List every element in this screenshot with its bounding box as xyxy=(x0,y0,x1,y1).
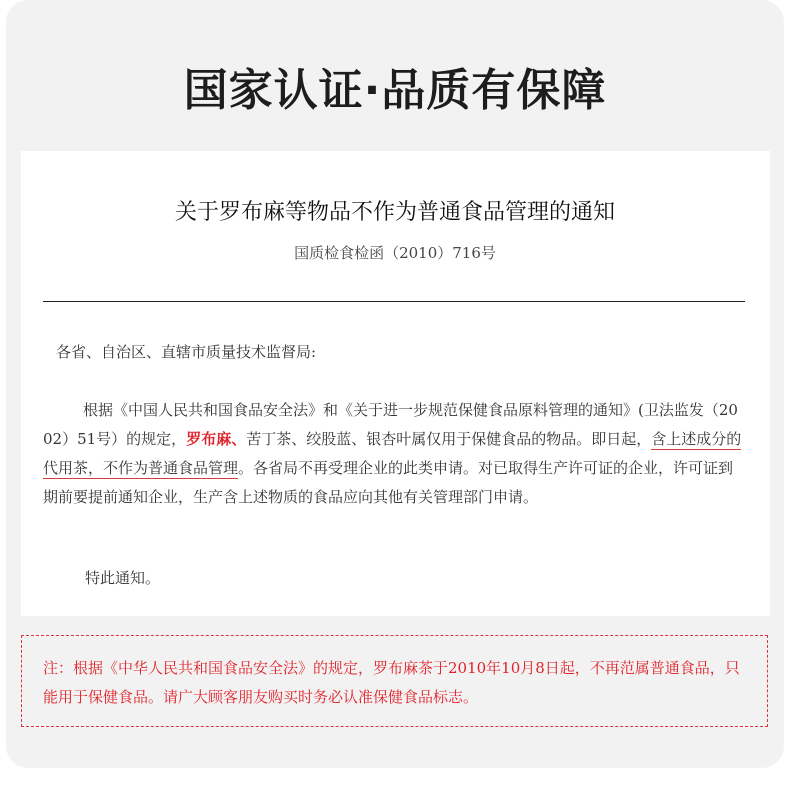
paragraph-text-part2: 苦丁茶、绞股蓝、银杏叶属仅用于保健食品的物品。即日起， xyxy=(246,430,652,448)
document-body-paragraph xyxy=(43,396,747,512)
document-number: 国质检食检函（2010）716号 xyxy=(294,244,496,262)
highlighted-ingredient: 罗布麻、 xyxy=(186,430,247,448)
note-text: 注：根据《中华人民共和国食品安全法》的规定，罗布麻茶于2010年10月8日起，不再范属普通食品，只能用于保健食品。请广大顾客朋友购买时务必认准保健食品标志。 xyxy=(43,659,740,706)
paragraph-text-part3: 。各省局不再受理企业的此类申请。对已取得生产许可证的企业，许可证到期前要提前通知企业，生产含上述物质的食品应向其他有关管理部门申请。 xyxy=(43,459,734,506)
page-headline: 国家认证·品质有保障 xyxy=(183,65,607,116)
document-addressee: 各省、自治区、直辖市质量技术监督局: xyxy=(56,343,317,361)
title-divider xyxy=(43,301,745,302)
document-title: 关于罗布麻等物品不作为普通食品管理的通知 xyxy=(174,200,615,225)
paragraph-text-part1: 根据《中国人民共和国食品安全法》和《关于进一步规范保健食品原料管理的通知》(卫法监发（2002）51号）的规定， xyxy=(43,401,738,448)
document-closing: 特此通知。 xyxy=(85,569,161,587)
underlined-clause: 含上述成分的代用茶，不作为普通食品管理 xyxy=(43,430,742,477)
note-box xyxy=(21,635,768,727)
